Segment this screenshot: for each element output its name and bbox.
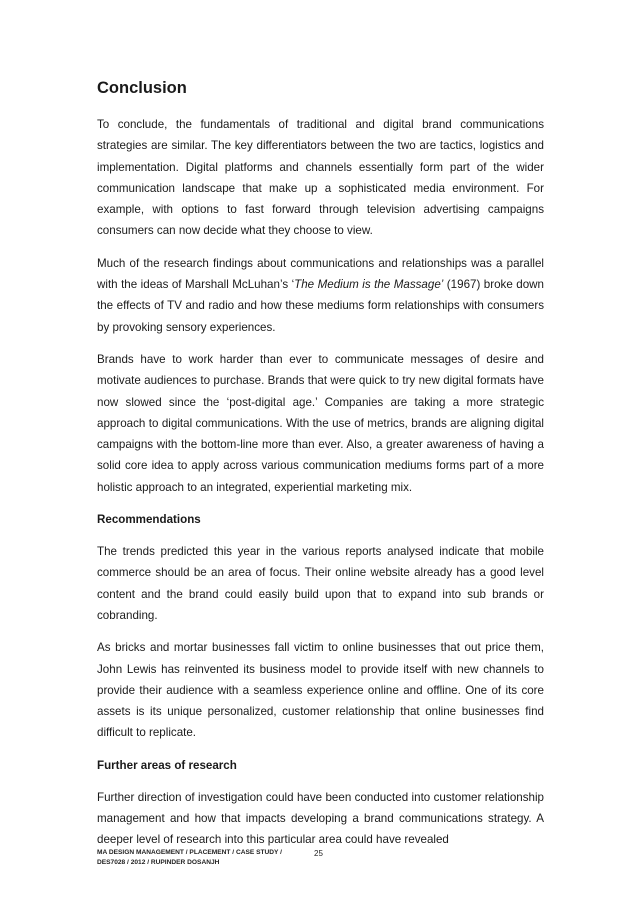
section-heading-further-research: Further areas of research — [97, 758, 237, 772]
paragraph-mobile-commerce: The trends predicted this year in the various reports analysed indicate that mobile commerce should be an area of focus. Their online website already has a good level content and the brand could easily build upon that to expand into sub brands or cobranding. — [97, 545, 544, 622]
section-heading-recommendations: Recommendations — [97, 513, 201, 527]
footer-credit — [97, 848, 297, 868]
paragraph-conclusion: To conclude, the fundamentals of traditional and digital brand communications strategies are similar. The key differentiators between the two are tactics, logistics and implementation. Digital platforms and channels essentially form part of the wider communication landscape that make up a sophisticated media environment. For example, with options to fast forward through television advertising campaigns consumers can now decide what they choose to view. — [97, 118, 544, 238]
document-body — [97, 78, 544, 862]
paragraph-john-lewis: As bricks and mortar businesses fall victim to online businesses that out price them, John Lewis has reinvented its business model to provide itself with new channels to provide their audience with a seamless experience online and offline. One of its core assets is its unique personalized, customer relationship that online businesses find difficult to replicate. — [97, 641, 544, 740]
page-number: 25 — [314, 849, 323, 858]
paragraph-mcluhan — [97, 253, 544, 338]
paragraph-brands: Brands have to work harder than ever to communicate messages of desire and motivate audiences to purchase. Brands that were quick to try new digital formats have now slowed since the ‘post-digital age.’ Companies are taking a more strategic approach to digital communications. With the use of metrics, brands are aligning digital campaigns with the bottom-line more than ever. Also, a greater awareness of having a solid core idea to apply across various communication mediums forms part of a more holistic approach to an integrated, experiential marketing mix. — [97, 352, 544, 494]
book-title: The Medium is the Massage’ — [294, 278, 444, 292]
footer-line-2: DES7028 / 2012 / RUPINDER DOSANJH — [97, 859, 220, 866]
footer-line-1: MA DESIGN MANAGEMENT / PLACEMENT / CASE STUDY / — [97, 849, 283, 856]
paragraph-further-direction: Further direction of investigation could have been conducted into customer relationship management and how that impacts developing a brand communications strategy. A deeper level of research into this particular area could have revealed — [97, 790, 544, 847]
page-title: Conclusion — [97, 79, 187, 97]
quote-mark: ‘ — [291, 278, 295, 292]
paragraph-mcluhan-text: Much of the research findings about communications and relationships was a parallel with the ideas of Marshall McLuhan’s — [97, 256, 544, 292]
paragraph-mcluhan-text-end: (1967) broke down the effects of TV and radio and how these mediums form relationships with consumers by provoking sensory experiences. — [97, 278, 544, 334]
